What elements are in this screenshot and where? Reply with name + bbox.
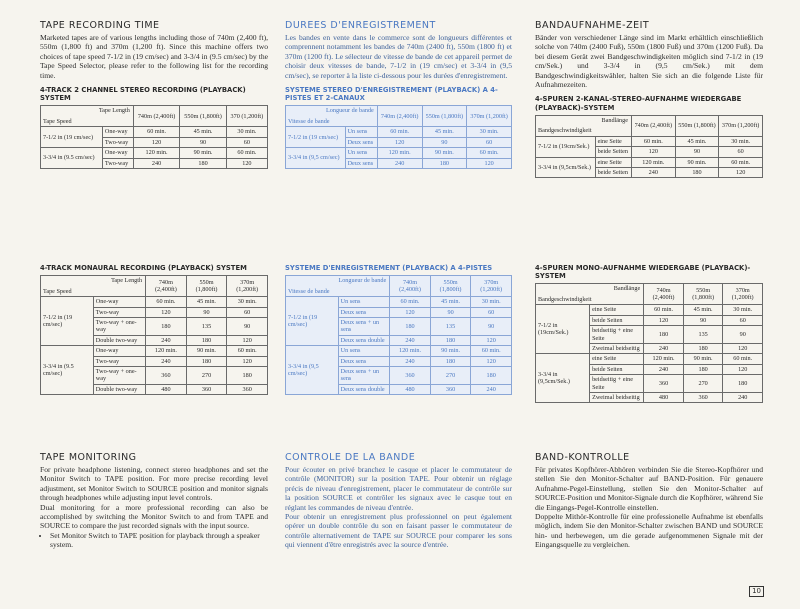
speed-label: 7-1/2 in (19cm/Sek.) bbox=[536, 136, 596, 157]
tape-length-label: Tape Length bbox=[98, 107, 130, 115]
fr-mono-caption: SYSTEME D'ENREGISTREMENT (PLAYBACK) A 4-PISTES bbox=[285, 264, 493, 272]
col-header-740: 740m (2,400ft) bbox=[146, 276, 187, 297]
value-cell: 60 bbox=[471, 307, 512, 317]
col-header-550: 550m (1,800ft) bbox=[186, 276, 227, 297]
mode-cell: beidseitig + eine Seite bbox=[590, 326, 644, 344]
table-row bbox=[41, 346, 268, 356]
mode-cell: beide Seiten bbox=[590, 315, 644, 325]
mode-cell: Two-way bbox=[102, 158, 133, 168]
value-cell: 45 min. bbox=[186, 297, 227, 307]
value-cell: 240 bbox=[471, 384, 512, 394]
value-cell: 90 bbox=[227, 318, 268, 336]
fr-stereo-table bbox=[285, 105, 512, 169]
mode-cell: One-way bbox=[102, 127, 133, 137]
col-header-370: 370m (1,200ft) bbox=[723, 284, 763, 305]
fr-stereo-caption: SYSTEME STEREO D'ENREGISTREMENT (PLAYBACK) A 4-PISTES ET 2-CANAUX bbox=[285, 86, 498, 103]
mode-cell: Deux sens bbox=[345, 158, 377, 168]
value-cell: 60 min. bbox=[226, 148, 267, 158]
value-cell: 240 bbox=[146, 335, 187, 345]
mode-cell: beide Seiten bbox=[595, 168, 631, 178]
value-cell: 30 min. bbox=[723, 305, 763, 315]
value-cell: 60 min. bbox=[471, 346, 512, 356]
value-cell: 180 bbox=[180, 158, 226, 168]
mode-cell: Deux sens bbox=[338, 307, 390, 317]
fr-recording-time-section bbox=[285, 20, 512, 169]
value-cell: 240 bbox=[133, 158, 179, 168]
de-mono-table bbox=[535, 283, 763, 403]
value-cell: 240 bbox=[723, 393, 763, 403]
value-cell: 60 bbox=[226, 137, 267, 147]
value-cell: 240 bbox=[644, 344, 684, 354]
value-cell: 60 min. bbox=[227, 346, 268, 356]
tape-length-label: Bandlänge bbox=[613, 285, 641, 293]
tape-speed-label: Bandgeschwindigkeit bbox=[538, 296, 592, 303]
mode-cell: Double two-way bbox=[93, 335, 145, 345]
mode-cell: Two-way bbox=[102, 137, 133, 147]
value-cell: 240 bbox=[390, 356, 431, 366]
mode-cell: beidseitig + eine Seite bbox=[590, 375, 644, 393]
fr-mono-table bbox=[285, 275, 512, 395]
mode-cell: Deux sens double bbox=[338, 335, 390, 345]
mode-cell: Un sens bbox=[338, 297, 390, 307]
en-monitor-body2: Dual monitoring for a more professional recording can also be accomplished by switching the Monitor Switch to and from TAPE and SOURCE to compare the just recorded signals with the input source. bbox=[40, 502, 268, 531]
mode-cell: eine Seite bbox=[595, 136, 631, 146]
value-cell: 90 min. bbox=[683, 354, 723, 364]
mode-cell: Zweimal beidseitig bbox=[590, 344, 644, 354]
value-cell: 120 bbox=[227, 356, 268, 366]
value-cell: 135 bbox=[430, 318, 471, 336]
value-cell: 120 min. bbox=[631, 157, 675, 167]
col-header-370: 370 (1,200ft) bbox=[226, 106, 267, 127]
value-cell: 30 min. bbox=[467, 127, 512, 137]
value-cell: 60 bbox=[227, 307, 268, 317]
value-cell: 45 min. bbox=[683, 305, 723, 315]
value-cell: 180 bbox=[683, 344, 723, 354]
table-row bbox=[41, 297, 268, 307]
value-cell: 180 bbox=[146, 318, 187, 336]
mode-cell: Deux sens bbox=[338, 356, 390, 366]
value-cell: 240 bbox=[631, 168, 675, 178]
value-cell: 60 bbox=[467, 137, 512, 147]
value-cell: 480 bbox=[644, 393, 684, 403]
en-mono-table bbox=[40, 275, 268, 395]
mode-cell: Zweimal beidseitig bbox=[590, 393, 644, 403]
col-header-370: 370m (1,200ft) bbox=[467, 106, 512, 127]
mode-cell: One-way bbox=[93, 346, 145, 356]
de-stereo-table bbox=[535, 115, 763, 179]
mode-cell: Deux sens double bbox=[338, 384, 390, 394]
value-cell: 120 min. bbox=[644, 354, 684, 364]
mode-cell: beide Seiten bbox=[595, 147, 631, 157]
value-cell: 90 min. bbox=[422, 148, 467, 158]
col-header-550: 550m (1,800ft) bbox=[675, 115, 719, 136]
en-mono-caption: 4-TRACK MONAURAL RECORDING (PLAYBACK) SYSTEM bbox=[40, 264, 247, 272]
value-cell: 60 min. bbox=[146, 297, 187, 307]
value-cell: 120 bbox=[471, 356, 512, 366]
value-cell: 180 bbox=[723, 375, 763, 393]
de-time-heading: BANDAUFNAHME-ZEIT bbox=[535, 20, 650, 31]
mode-cell: eine Seite bbox=[590, 305, 644, 315]
value-cell: 120 bbox=[146, 307, 187, 317]
value-cell: 360 bbox=[227, 384, 268, 394]
value-cell: 180 bbox=[390, 318, 431, 336]
speed-label: 3-3/4 in (9.5 cm/sec) bbox=[41, 148, 103, 169]
en-time-heading: TAPE RECORDING TIME bbox=[40, 20, 160, 31]
fr-time-body: Les bandes en vente dans le commerce sont de longueurs différentes et comprennent notamment les bandes de 740m (2400 ft), 550m (1800 ft) et 370m (1200 ft). Le sélecteur de vitesse de bande de cet appareil permet de choisir deux vitesses de bande, 7-1/2 in (19 cm/sec) et 3-3/4 in (9,5 cm/sec), se reporter à la liste ci-dessous pour les durées d'enregistrement. bbox=[285, 33, 512, 80]
value-cell: 180 bbox=[683, 364, 723, 374]
tape-speed-label: Vitesse de bande bbox=[288, 287, 330, 295]
mode-cell: One-way bbox=[102, 148, 133, 158]
col-header-370: 370m (1,200ft) bbox=[719, 115, 763, 136]
table-corner bbox=[286, 276, 390, 297]
value-cell: 45 min. bbox=[430, 297, 471, 307]
value-cell: 120 bbox=[471, 335, 512, 345]
value-cell: 240 bbox=[377, 158, 422, 168]
col-header-370: 370m (1,200ft) bbox=[471, 276, 512, 297]
mode-cell: One-way bbox=[93, 297, 145, 307]
value-cell: 60 min. bbox=[377, 127, 422, 137]
value-cell: 120 bbox=[631, 147, 675, 157]
value-cell: 180 bbox=[430, 356, 471, 366]
table-row bbox=[536, 305, 763, 315]
de-recording-time-section bbox=[535, 20, 763, 178]
fr-monitor-body2: Pour obtenir un enregistrement plus professionnel on peut également opérer un double contrôle du son en faisant passer le commutateur de contrôle alternativement de TAPE sur SOURCE pour comparer les sons qui viennent d'être enregistrés avec la source d'entrée. bbox=[285, 512, 512, 550]
tape-length-label: Longueur de bande bbox=[338, 277, 387, 285]
value-cell: 45 min. bbox=[675, 136, 719, 146]
value-cell: 90 min. bbox=[180, 148, 226, 158]
de-monitor-body2: Doppelte Mithör-Kontrolle für eine professionelle Aufnahme ist ebenfalls möglich, indem Sie den Monitor-Schalter zwischen BAND und SOURCE hin- und herbewegen, um die gerade aufgenommenen Signale mit der Eingangsquelle zu vergleichen. bbox=[535, 512, 763, 550]
value-cell: 120 min. bbox=[390, 346, 431, 356]
value-cell: 120 bbox=[227, 335, 268, 345]
page-number: 10 bbox=[749, 586, 764, 597]
en-monitor-bullets bbox=[40, 531, 268, 550]
mode-cell: Un sens bbox=[345, 148, 377, 158]
en-monitor-bullet: • Set Monitor Switch to TAPE position for playback through a speaker system. bbox=[50, 531, 268, 550]
speed-label: 7-1/2 in (19 cm/sec) bbox=[41, 297, 94, 346]
value-cell: 360 bbox=[186, 384, 227, 394]
table-row bbox=[536, 136, 763, 146]
value-cell: 60 min. bbox=[133, 127, 179, 137]
col-header-550: 550m (1,800ft) bbox=[683, 284, 723, 305]
col-header-740: 740m (2,400ft) bbox=[377, 106, 422, 127]
de-time-body: Bänder von verschiedener Länge sind im Markt erhältlich einschließlich solche von 740m (2400 Fuß), 550m (1800 Fuß) und 370m (1200 Fuß). Da bei diesem Gerät zwei Bandgeschwindigkeiten möglich sind 7-1/2 in (19 cm/Sek.) und 3-3/4 in (9,5 cm/Sek.) mit dem Bandgeschwindigkeitswähler, halten Sie sich an die folgende Liste für Aufnahmezeiten. bbox=[535, 33, 763, 90]
col-header-740: 740m (2,400ft) bbox=[631, 115, 675, 136]
value-cell: 60 min. bbox=[390, 297, 431, 307]
value-cell: 60 min. bbox=[631, 136, 675, 146]
value-cell: 120 bbox=[719, 168, 763, 178]
mode-cell: Two-way + one-way bbox=[93, 318, 145, 336]
value-cell: 90 bbox=[723, 326, 763, 344]
table-corner bbox=[536, 284, 644, 305]
value-cell: 120 bbox=[390, 307, 431, 317]
table-corner bbox=[41, 276, 146, 297]
speed-label: 7-1/2 in (19 cm/sec) bbox=[286, 297, 339, 346]
value-cell: 30 min. bbox=[227, 297, 268, 307]
value-cell: 45 min. bbox=[180, 127, 226, 137]
value-cell: 180 bbox=[644, 326, 684, 344]
fr-mono-section bbox=[285, 258, 512, 395]
value-cell: 60 min. bbox=[467, 148, 512, 158]
col-header-550: 550m (1,800ft) bbox=[430, 276, 471, 297]
value-cell: 180 bbox=[422, 158, 467, 168]
value-cell: 360 bbox=[644, 375, 684, 393]
value-cell: 60 bbox=[719, 147, 763, 157]
fr-monitoring-section bbox=[285, 452, 512, 550]
de-stereo-caption: 4-SPUREN 2-KANAL-STEREO-AUFNAHME WIEDERGABE (PLAYBACK)-SYSTEM bbox=[535, 95, 742, 112]
table-row bbox=[286, 148, 512, 158]
value-cell: 240 bbox=[644, 364, 684, 374]
value-cell: 120 bbox=[226, 158, 267, 168]
de-mono-section bbox=[535, 258, 763, 403]
value-cell: 30 min. bbox=[226, 127, 267, 137]
value-cell: 360 bbox=[683, 393, 723, 403]
value-cell: 120 bbox=[133, 137, 179, 147]
mode-cell: Deux sens + un sens bbox=[338, 367, 390, 385]
speed-label: 7-1/2 in (19cm/Sek.) bbox=[536, 305, 590, 354]
mode-cell: eine Seite bbox=[595, 157, 631, 167]
value-cell: 180 bbox=[430, 335, 471, 345]
tape-speed-label: Tape Speed bbox=[43, 118, 72, 126]
table-row bbox=[41, 148, 268, 158]
speed-label: 3-3/4 in (9,5cm/Sek.) bbox=[536, 157, 596, 178]
mode-cell: eine Seite bbox=[590, 354, 644, 364]
en-stereo-caption: 4-TRACK 2 CHANNEL STEREO RECORDING (PLAYBACK) SYSTEM bbox=[40, 86, 246, 103]
mode-cell: Un sens bbox=[338, 346, 390, 356]
col-header-550: 550m (1,800ft) bbox=[180, 106, 226, 127]
table-row bbox=[286, 127, 512, 137]
value-cell: 90 min. bbox=[430, 346, 471, 356]
mode-cell: Deux sens bbox=[345, 137, 377, 147]
speed-label: 7-1/2 in (19 cm/sec) bbox=[286, 127, 346, 148]
value-cell: 180 bbox=[227, 367, 268, 385]
col-header-550: 550m (1,800ft) bbox=[422, 106, 467, 127]
en-monitor-body1: For private headphone listening, connect stereo headphones and set the Monitor Switch to TAPE position. For more precise recording level adjustment, set Monitor Switch to SOURCE position and monitor signals through headphones while adjusting input level controls. bbox=[40, 465, 268, 503]
mode-cell: Two-way bbox=[93, 307, 145, 317]
speed-label: 3-3/4 in (9.5 cm/sec) bbox=[41, 346, 94, 395]
tape-length-label: Bandlänge bbox=[601, 116, 628, 124]
value-cell: 90 bbox=[186, 307, 227, 317]
value-cell: 60 min. bbox=[644, 305, 684, 315]
value-cell: 360 bbox=[146, 367, 187, 385]
value-cell: 480 bbox=[146, 384, 187, 394]
value-cell: 120 min. bbox=[133, 148, 179, 158]
value-cell: 90 bbox=[675, 147, 719, 157]
value-cell: 60 min. bbox=[719, 157, 763, 167]
value-cell: 30 min. bbox=[471, 297, 512, 307]
fr-monitor-body1: Pour écouter en privé branchez le casque et placer le commutateur de contrôle (MONITOR) sur la position TAPE. Pour obtenir un réglage précis de niveau d'enregistrement, placer le commutateur de contrôle sur la position SOURCE et contrôler les signaux avec le casque tout en réglant les commandes de niveau d'entrée. bbox=[285, 465, 512, 512]
value-cell: 480 bbox=[390, 384, 431, 394]
value-cell: 135 bbox=[186, 318, 227, 336]
speed-label: 7-1/2 in (19 cm/sec) bbox=[41, 127, 103, 148]
mode-cell: Deux sens + un sens bbox=[338, 318, 390, 336]
value-cell: 120 bbox=[644, 315, 684, 325]
value-cell: 120 bbox=[467, 158, 512, 168]
value-cell: 240 bbox=[146, 356, 187, 366]
en-monitoring-section bbox=[40, 452, 268, 550]
en-recording-time-section bbox=[40, 20, 268, 169]
value-cell: 180 bbox=[186, 335, 227, 345]
value-cell: 45 min. bbox=[422, 127, 467, 137]
value-cell: 135 bbox=[683, 326, 723, 344]
value-cell: 180 bbox=[471, 367, 512, 385]
value-cell: 60 bbox=[723, 315, 763, 325]
value-cell: 90 bbox=[471, 318, 512, 336]
mode-cell: beide Seiten bbox=[590, 364, 644, 374]
mode-cell: Un sens bbox=[345, 127, 377, 137]
speed-label: 3-3/4 in (9,5 cm/sec) bbox=[286, 148, 346, 169]
value-cell: 180 bbox=[675, 168, 719, 178]
de-monitor-body1: Für privates Kopfhörer-Abhören verbinden Sie die Stereo-Kopfhörer und stellen Sie den Monitor-Schalter auf BAND-Position. Für genauere Aufnahme-Pegel-Einstellung, stellen Sie den Monitor-Schalter auf SOURCE-Position und Monitor-Signale durch die Kopfhörer, während Sie die Eingangs-Pegel-Kontrolle einstellen. bbox=[535, 465, 763, 512]
value-cell: 90 bbox=[422, 137, 467, 147]
de-mono-caption: 4-SPUREN MONO-AUFNAHME WIEDERGABE (PLAYBACK)-SYSTEM bbox=[535, 264, 751, 281]
value-cell: 270 bbox=[430, 367, 471, 385]
value-cell: 360 bbox=[390, 367, 431, 385]
value-cell: 90 bbox=[683, 315, 723, 325]
de-monitoring-section bbox=[535, 452, 763, 550]
table-corner bbox=[286, 106, 378, 127]
mode-cell: Two-way bbox=[93, 356, 145, 366]
speed-label: 3-3/4 in (9,5 cm/sec) bbox=[286, 346, 339, 395]
table-row bbox=[286, 297, 512, 307]
tape-speed-label: Tape Speed bbox=[43, 287, 72, 295]
value-cell: 120 bbox=[723, 344, 763, 354]
value-cell: 90 min. bbox=[675, 157, 719, 167]
de-monitor-heading: BAND-KONTROLLE bbox=[535, 452, 630, 463]
col-header-740: 740m (2,400ft) bbox=[390, 276, 431, 297]
fr-time-heading: DUREES D'ENREGISTREMENT bbox=[285, 20, 436, 31]
en-monitor-heading: TAPE MONITORING bbox=[40, 452, 137, 463]
table-row bbox=[286, 346, 512, 356]
table-row bbox=[41, 127, 268, 137]
value-cell: 180 bbox=[186, 356, 227, 366]
mode-cell: Two-way + one-way bbox=[93, 367, 145, 385]
value-cell: 90 bbox=[180, 137, 226, 147]
value-cell: 90 bbox=[430, 307, 471, 317]
table-corner bbox=[41, 106, 134, 127]
en-time-body: Marketed tapes are of various lengths including those of 740m (2,400 ft), 550m (1,800 ft) and 370m (1,200 ft). Since this machine offers two choices of tape speed 7-1/2 in (19 cm/sec) and 3-3/4 in (9.5 cm/sec) by the Tape Speed Selector, please refer to the following list for the recording time. bbox=[40, 33, 268, 80]
en-mono-section bbox=[40, 258, 268, 395]
value-cell: 240 bbox=[390, 335, 431, 345]
tape-length-label: Longueur de bande bbox=[326, 107, 374, 115]
table-row bbox=[536, 354, 763, 364]
value-cell: 60 min. bbox=[723, 354, 763, 364]
tape-speed-label: Bandgeschwindigkeit bbox=[538, 127, 592, 135]
fr-monitor-heading: CONTROLE DE LA BANDE bbox=[285, 452, 416, 463]
tape-speed-label: Vitesse de bande bbox=[288, 118, 330, 126]
value-cell: 90 min. bbox=[186, 346, 227, 356]
value-cell: 120 min. bbox=[377, 148, 422, 158]
col-header-740: 740m (2,400ft) bbox=[133, 106, 179, 127]
value-cell: 120 bbox=[377, 137, 422, 147]
col-header-740: 740m (2,400ft) bbox=[644, 284, 684, 305]
tape-length-label: Tape Length bbox=[111, 277, 143, 285]
value-cell: 360 bbox=[430, 384, 471, 394]
en-stereo-table bbox=[40, 105, 268, 169]
value-cell: 270 bbox=[186, 367, 227, 385]
mode-cell: Double two-way bbox=[93, 384, 145, 394]
value-cell: 30 min. bbox=[719, 136, 763, 146]
speed-label: 3-3/4 in (9,5cm/Sek.) bbox=[536, 354, 590, 403]
col-header-370: 370m (1,200ft) bbox=[227, 276, 268, 297]
table-row bbox=[536, 157, 763, 167]
value-cell: 270 bbox=[683, 375, 723, 393]
value-cell: 120 bbox=[723, 364, 763, 374]
table-corner bbox=[536, 115, 632, 136]
value-cell: 120 min. bbox=[146, 346, 187, 356]
